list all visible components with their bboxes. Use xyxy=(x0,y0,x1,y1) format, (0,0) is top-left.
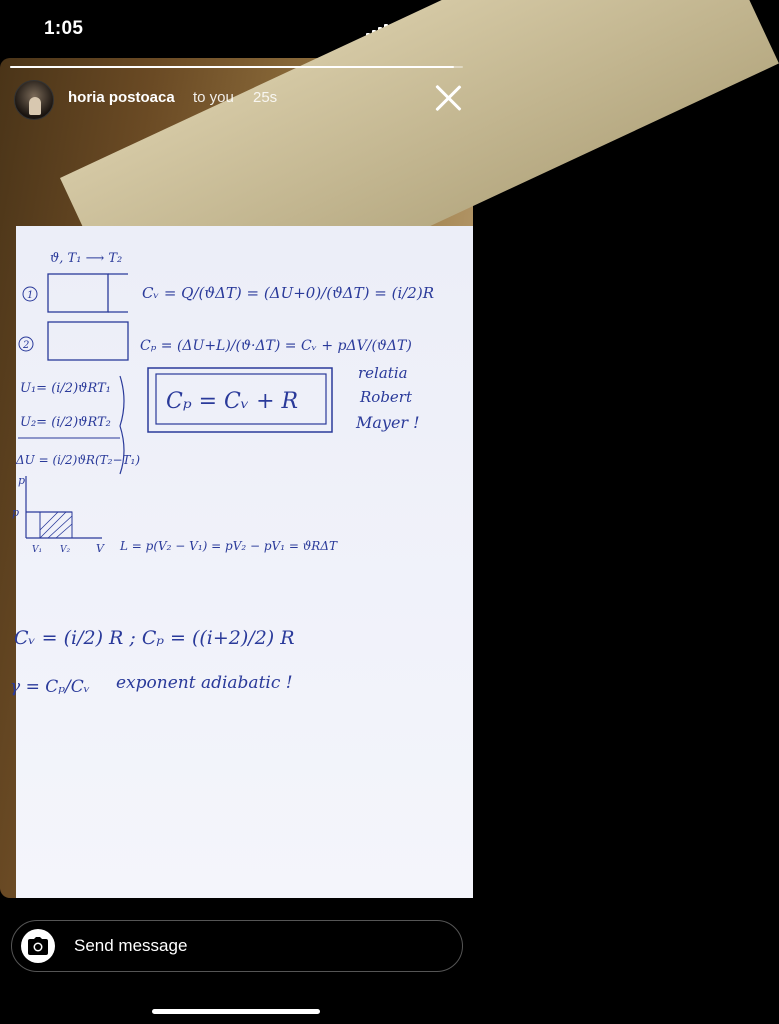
eq-gamma: γ = Cₚ/Cᵥ xyxy=(10,677,91,697)
axis-p: p xyxy=(18,474,26,487)
story-progress-fill xyxy=(10,66,454,68)
eq-cv-cp: Cᵥ = (i/2) R ; Cₚ = ((i+2)/2) R xyxy=(14,627,295,649)
photo-note xyxy=(10,226,473,898)
handwritten-notes xyxy=(10,226,473,898)
state-1-label: 1 xyxy=(27,290,34,301)
eq-u2: U₂= (i/2)ϑRT₂ xyxy=(20,415,111,430)
camera-button[interactable] xyxy=(21,929,55,963)
story-progress-bar xyxy=(10,66,463,68)
side-note-3: Mayer ! xyxy=(356,413,420,432)
story-header xyxy=(0,74,473,124)
side-note-2: Robert xyxy=(360,388,413,406)
eq-du: ΔU = (i/2)ϑR(T₂−T₁) xyxy=(16,453,141,467)
eq-cp: Cₚ = (ΔU+L)/(ϑ·ΔT) = Cᵥ + pΔV/(ϑΔT) xyxy=(140,338,412,354)
camera-icon xyxy=(28,937,48,955)
message-composer[interactable] xyxy=(11,920,463,972)
status-time: 1:05 xyxy=(44,18,84,39)
side-note-1: relatia xyxy=(358,364,408,382)
story-viewer[interactable] xyxy=(0,58,473,898)
eq-cv: Cᵥ = Q/(ϑΔT) = (ΔU+0)/(ϑΔT) = (i/2)R xyxy=(142,284,434,302)
gamma-note: exponent adiabatic ! xyxy=(116,673,293,693)
note-top-label: ϑ, T₁ ⟶ T₂ xyxy=(50,251,123,266)
v1-label: V₁ xyxy=(32,545,43,555)
axis-v: V xyxy=(96,542,104,555)
close-button[interactable] xyxy=(433,83,463,113)
eq-work: L = p(V₂ − V₁) = pV₂ − pV₁ = ϑRΔT xyxy=(120,539,337,553)
time-ago: 25s xyxy=(253,89,278,106)
eq-u1: U₁= (i/2)ϑRT₁ xyxy=(20,381,111,396)
recipient-text: to you xyxy=(193,89,234,106)
v2-label: V₂ xyxy=(60,545,71,555)
state-2-label: 2 xyxy=(23,340,30,351)
boxed-result: Cₚ = Cᵥ + R xyxy=(166,389,299,414)
axis-p-tick: p xyxy=(12,506,20,519)
send-message-input[interactable]: Send message xyxy=(74,936,188,955)
home-indicator xyxy=(152,1009,320,1014)
avatar[interactable] xyxy=(14,80,54,120)
username[interactable]: horia postoaca xyxy=(68,89,175,106)
